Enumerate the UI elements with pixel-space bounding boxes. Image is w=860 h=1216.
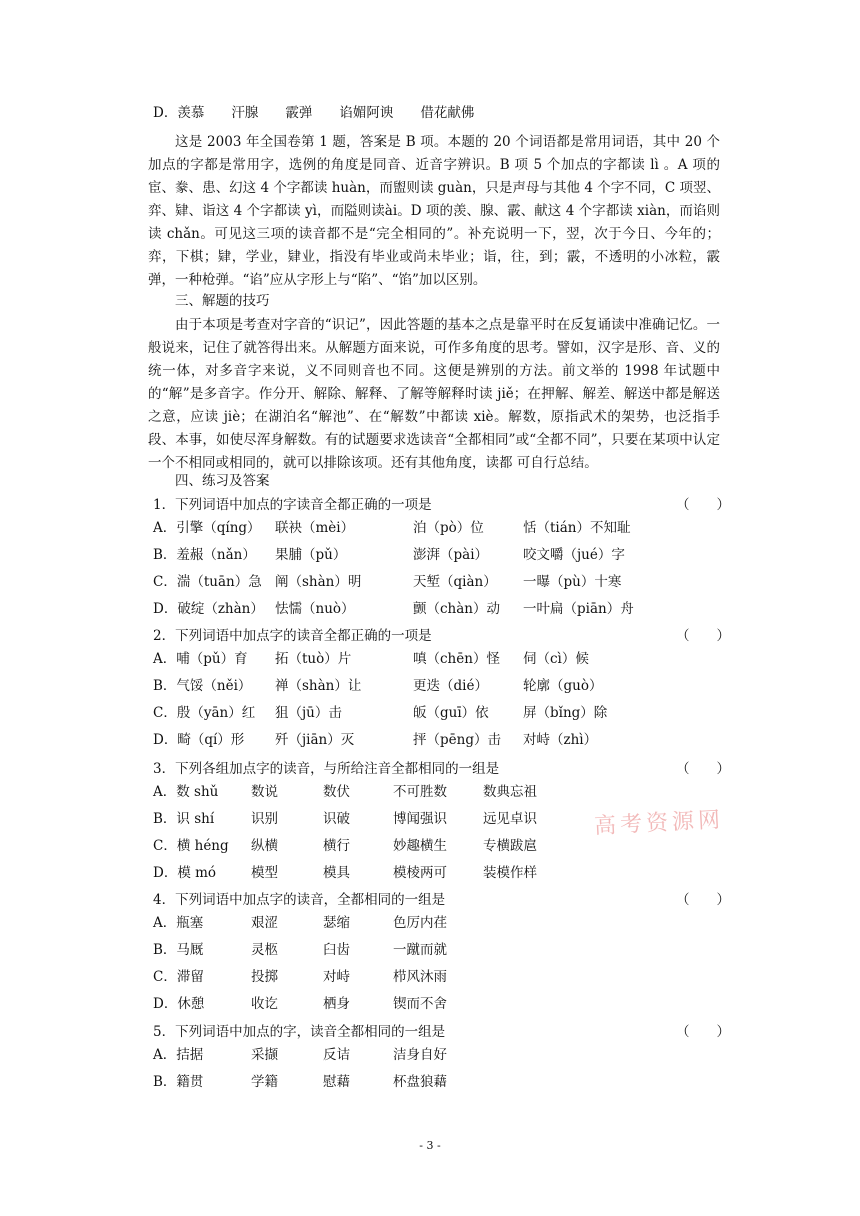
option-item: 数伏	[323, 784, 350, 800]
answer-blank: （ ）	[676, 761, 730, 777]
option-item: 皈（guī）依	[413, 705, 489, 721]
page-number: - 3 -	[419, 1139, 441, 1152]
option-item: 模型	[251, 865, 278, 881]
option-item: B．籍贯	[153, 1074, 204, 1090]
option-item: C．横 héng	[153, 838, 229, 854]
option-item: 歼（jiān）灭	[275, 732, 355, 748]
option-item: 轮廓（guò）	[523, 678, 603, 694]
option-item: 泊（pò）位	[413, 520, 484, 536]
option-item: 反诘	[323, 1047, 350, 1063]
option-item: C．湍（tuān）急	[153, 574, 262, 590]
option-item: A．瓶塞	[153, 915, 204, 931]
option-item: 对峙	[323, 969, 350, 985]
option-item: 栖身	[323, 996, 350, 1012]
option-line: D．羡慕 汗腺 霰弹 谄媚阿谀 借花献佛	[153, 105, 475, 121]
option-item: C．殷（yān）红	[153, 705, 256, 721]
option-item: 伺（cì）候	[523, 651, 589, 667]
answer-blank: （ ）	[676, 628, 730, 644]
option-item: 采撷	[251, 1047, 278, 1063]
option-item: 远见卓识	[483, 811, 537, 827]
question-stem: 1．下列词语中加点的字读音全都正确的一项是	[153, 497, 432, 513]
option-item: B．马厩	[153, 942, 204, 958]
option-item: 联袂（mèi）	[275, 520, 355, 536]
option-item: A．哺（pǔ）育	[153, 651, 248, 667]
section-heading: 四、练习及答案	[175, 473, 270, 489]
explanation-paragraph	[148, 131, 720, 292]
option-item: 洁身自好	[393, 1047, 447, 1063]
option-item: 横行	[323, 838, 350, 854]
answer-blank: （ ）	[676, 1024, 730, 1040]
question-stem: 4．下列词语中加点字的读音，全都相同的一组是	[153, 892, 446, 908]
option-item: 果脯（pǔ）	[275, 547, 347, 563]
option-item: 识别	[251, 811, 278, 827]
technique-paragraph	[148, 314, 720, 475]
option-item: 专横跋扈	[483, 838, 537, 854]
option-item: 数典忘祖	[483, 784, 537, 800]
question-stem: 3．下列各组加点字的读音，与所给注音全都相同的一组是	[153, 761, 500, 777]
option-item: 杯盘狼藉	[393, 1074, 447, 1090]
option-item: 一蹴而就	[393, 942, 447, 958]
answer-blank: （ ）	[676, 497, 730, 513]
option-item: 栉风沐雨	[393, 969, 447, 985]
section-heading: 三、解题的技巧	[175, 293, 270, 309]
option-item: 拓（tuò）片	[275, 651, 352, 667]
option-item: 一曝（pù）十寒	[523, 574, 622, 590]
option-item: 一叶扁（piān）舟	[523, 601, 634, 617]
question-stem: 5．下列词语中加点的字，读音全都相同的一组是	[153, 1024, 446, 1040]
option-item: 灵柩	[251, 942, 278, 958]
option-item: 艰涩	[251, 915, 278, 931]
option-item: 博闻强识	[393, 811, 447, 827]
option-item: 澎湃（pài）	[413, 547, 489, 563]
option-item: 瑟缩	[323, 915, 350, 931]
option-item: 颤（chàn）动	[413, 601, 500, 617]
option-item: 恬（tián）不知耻	[523, 520, 631, 536]
option-item: 投掷	[251, 969, 278, 985]
answer-blank: （ ）	[676, 892, 730, 908]
option-item: B．识 shí	[153, 811, 215, 827]
option-item: D．休憩	[153, 996, 205, 1012]
option-item: D．模 mó	[153, 865, 217, 881]
paragraph-text: 由于本项是考查对字音的“识记”，因此答题的基本之点是靠平时在反复诵读中准确记忆。一般说来，记住了就答得出来。从解题方面来说，可作多角度的思考。譬如，汉字是形、音、义的统一体，对多音字来说，义不同则音也不同。这便是辨别的方法。前文举的 1998 年试题中的“解”是多音字。作分开、解除、解释、了解等解释时读 jiě；在押解、解差、解送中都是解送之意，应读 jiè；在湖泊名“解池”、在“解数”中都读 xiè。解数，原指武术的架势，也泛指手段、本事，如使尽浑身解数。有的试题要求选读音“全都相同”或“全都不同”，只要在某项中认定一个不相同或相同的，就可以排除该项。还有其他角度，读都 可自行总结。	[148, 317, 720, 471]
paragraph-text: 这是 2003 年全国卷第 1 题，答案是 B 项。本题的 20 个词语都是常用词语，其中 20 个加点的字都是常用字，选例的角度是同音、近音字辨识。B 项 5 个加点的字都读 lì 。A 项的宦、豢、患、幻这 4 个字都读 huàn，而盥则读 guàn，只是声母与其他 4 个字不同，C 项翌、弈、肄、诣这 4 个字都读 yì，而隘则读ài。D 项的羡、腺、霰、献这 4 个字都读 xiàn，而谄则读 chǎn。可见这三项的读音都不是“完全相同的”。补充说明一下，翌，次于今日、今年的；弈，下棋；肄，学业，肄业，指没有毕业或尚未毕业；诣，往，到；霰，不透明的小冰粒，霰弹，一种枪弹。“谄”应从字形上与“陷”、“馅”加以区别。	[148, 134, 720, 288]
option-item: 模棱两可	[393, 865, 447, 881]
option-item: 妙趣横生	[393, 838, 447, 854]
option-item: 阐（shàn）明	[275, 574, 362, 590]
option-item: 更迭（dié）	[413, 678, 488, 694]
option-item: 数说	[251, 784, 278, 800]
option-item: 天堑（qiàn）	[413, 574, 497, 590]
option-item: A．引擎（qíng）	[153, 520, 261, 536]
option-item: 色厉内荏	[393, 915, 447, 931]
option-item: A．数 shǔ	[153, 784, 219, 800]
option-item: D．破绽（zhàn）	[153, 601, 264, 617]
option-item: 臼齿	[323, 942, 350, 958]
option-item: 收讫	[251, 996, 278, 1012]
option-item: D．畸（qí）形	[153, 732, 245, 748]
option-item: 嗔（chēn）怪	[413, 651, 500, 667]
option-item: B．羞赧（nǎn）	[153, 547, 256, 563]
option-item: 对峙（zhì）	[523, 732, 598, 748]
option-item: 禅（shàn）让	[275, 678, 362, 694]
option-item: 咬文嚼（jué）字	[523, 547, 625, 563]
option-item: 屏（bǐng）除	[523, 705, 608, 721]
option-item: 怯懦（nuò）	[275, 601, 355, 617]
option-item: 装模作样	[483, 865, 537, 881]
option-item: 不可胜数	[393, 784, 447, 800]
option-item: 狙（jū）击	[275, 705, 342, 721]
watermark: 高考资源网	[593, 807, 725, 840]
option-item: A．拮据	[153, 1047, 204, 1063]
option-item: 纵横	[251, 838, 278, 854]
question-stem: 2．下列词语中加点字的读音全都正确的一项是	[153, 628, 432, 644]
option-item: 模具	[323, 865, 350, 881]
option-item: 抨（pēng）击	[413, 732, 501, 748]
option-item: 识破	[323, 811, 350, 827]
option-item: 慰藉	[323, 1074, 350, 1090]
option-item: 锲而不舍	[393, 996, 447, 1012]
option-item: B．气馁（něi）	[153, 678, 252, 694]
option-item: 学籍	[251, 1074, 278, 1090]
option-item: C．滞留	[153, 969, 204, 985]
